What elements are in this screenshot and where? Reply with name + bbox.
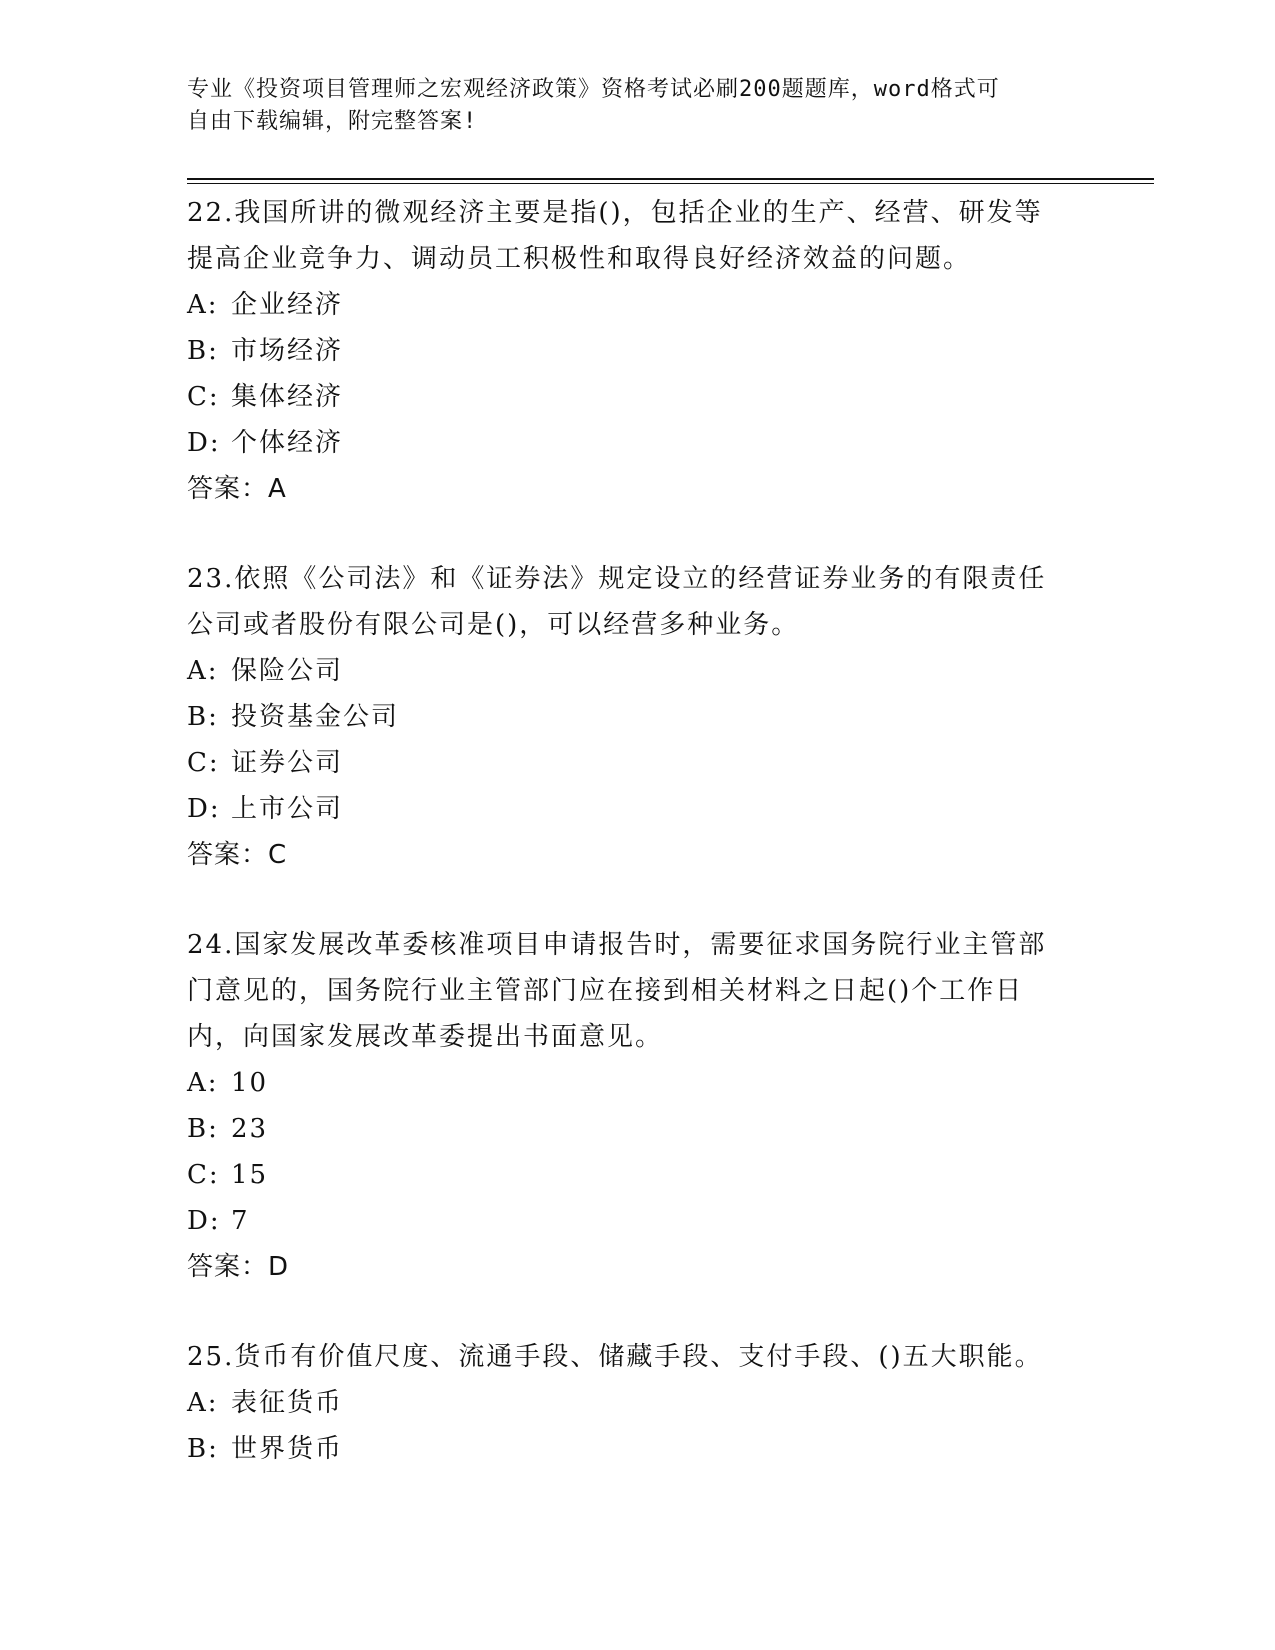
option-c xyxy=(187,1152,1087,1198)
option-text: 证券公司 xyxy=(231,748,344,778)
question-list xyxy=(187,190,1087,1516)
option-b xyxy=(187,694,1087,740)
question-stem-line: 门意见的，国务院行业主管部门应在接到相关材料之日起()个工作日 xyxy=(187,976,1024,1006)
option-a xyxy=(187,1380,1087,1426)
question-22 xyxy=(187,190,1087,512)
question-stem-line: 22.我国所讲的微观经济主要是指()，包括企业的生产、经营、研发等 xyxy=(187,198,1043,228)
option-a xyxy=(187,1060,1087,1106)
option-text: 世界货币 xyxy=(231,1434,344,1464)
option-b xyxy=(187,328,1087,374)
option-c xyxy=(187,740,1087,786)
option-b xyxy=(187,1426,1087,1472)
option-letter: D: xyxy=(187,428,221,458)
option-letter: A: xyxy=(187,1068,219,1098)
question-24 xyxy=(187,922,1087,1290)
question-stem-line: 内，向国家发展改革委提出书面意见。 xyxy=(187,1022,664,1052)
option-letter: D: xyxy=(187,1206,221,1236)
option-b xyxy=(187,1106,1087,1152)
question-25 xyxy=(187,1334,1087,1472)
option-letter: C: xyxy=(187,1160,220,1190)
option-letter: C: xyxy=(187,382,220,412)
option-text: 上市公司 xyxy=(231,794,344,824)
option-letter: B: xyxy=(187,1434,219,1464)
answer-label: 答案：A xyxy=(187,474,287,504)
question-stem-line: 23.依照《公司法》和《证券法》规定设立的经营证券业务的有限责任 xyxy=(187,564,1047,594)
option-letter: A: xyxy=(187,656,219,686)
option-d xyxy=(187,786,1087,832)
option-text: 投资基金公司 xyxy=(231,702,400,732)
header-divider-thin xyxy=(187,183,1154,184)
question-stem-line: 25.货币有价值尺度、流通手段、储藏手段、支付手段、()五大职能。 xyxy=(187,1342,1043,1372)
option-d xyxy=(187,1198,1087,1244)
option-text: 市场经济 xyxy=(231,336,344,366)
option-letter: B: xyxy=(187,702,219,732)
header-divider-thick xyxy=(187,178,1154,180)
answer-label: 答案：D xyxy=(187,1252,290,1282)
option-a xyxy=(187,282,1087,328)
header-line-1: 专业《投资项目管理师之宏观经济政策》资格考试必刷200题题库，word格式可 xyxy=(187,77,1000,102)
option-letter: B: xyxy=(187,336,219,366)
option-letter: D: xyxy=(187,794,221,824)
header-line-2: 自由下载编辑，附完整答案! xyxy=(187,109,478,134)
option-a xyxy=(187,648,1087,694)
option-text: 表征货币 xyxy=(231,1388,344,1418)
question-stem-line: 公司或者股份有限公司是()，可以经营多种业务。 xyxy=(187,610,800,640)
option-text: 集体经济 xyxy=(231,382,344,412)
question-stem-line: 24.国家发展改革委核准项目申请报告时，需要征求国务院行业主管部 xyxy=(187,930,1047,960)
option-text: 个体经济 xyxy=(231,428,344,458)
option-text: 7 xyxy=(231,1206,250,1236)
document-header xyxy=(187,74,1067,138)
option-letter: B: xyxy=(187,1114,219,1144)
option-letter: A: xyxy=(187,290,219,320)
answer-label: 答案：C xyxy=(187,840,288,870)
option-text: 23 xyxy=(231,1114,269,1144)
option-letter: C: xyxy=(187,748,220,778)
option-d xyxy=(187,420,1087,466)
option-c xyxy=(187,374,1087,420)
option-text: 保险公司 xyxy=(231,656,344,686)
question-23 xyxy=(187,556,1087,878)
option-text: 15 xyxy=(231,1160,269,1190)
option-text: 企业经济 xyxy=(231,290,344,320)
option-letter: A: xyxy=(187,1388,219,1418)
question-stem-line: 提高企业竞争力、调动员工积极性和取得良好经济效益的问题。 xyxy=(187,244,972,274)
option-text: 10 xyxy=(231,1068,269,1098)
